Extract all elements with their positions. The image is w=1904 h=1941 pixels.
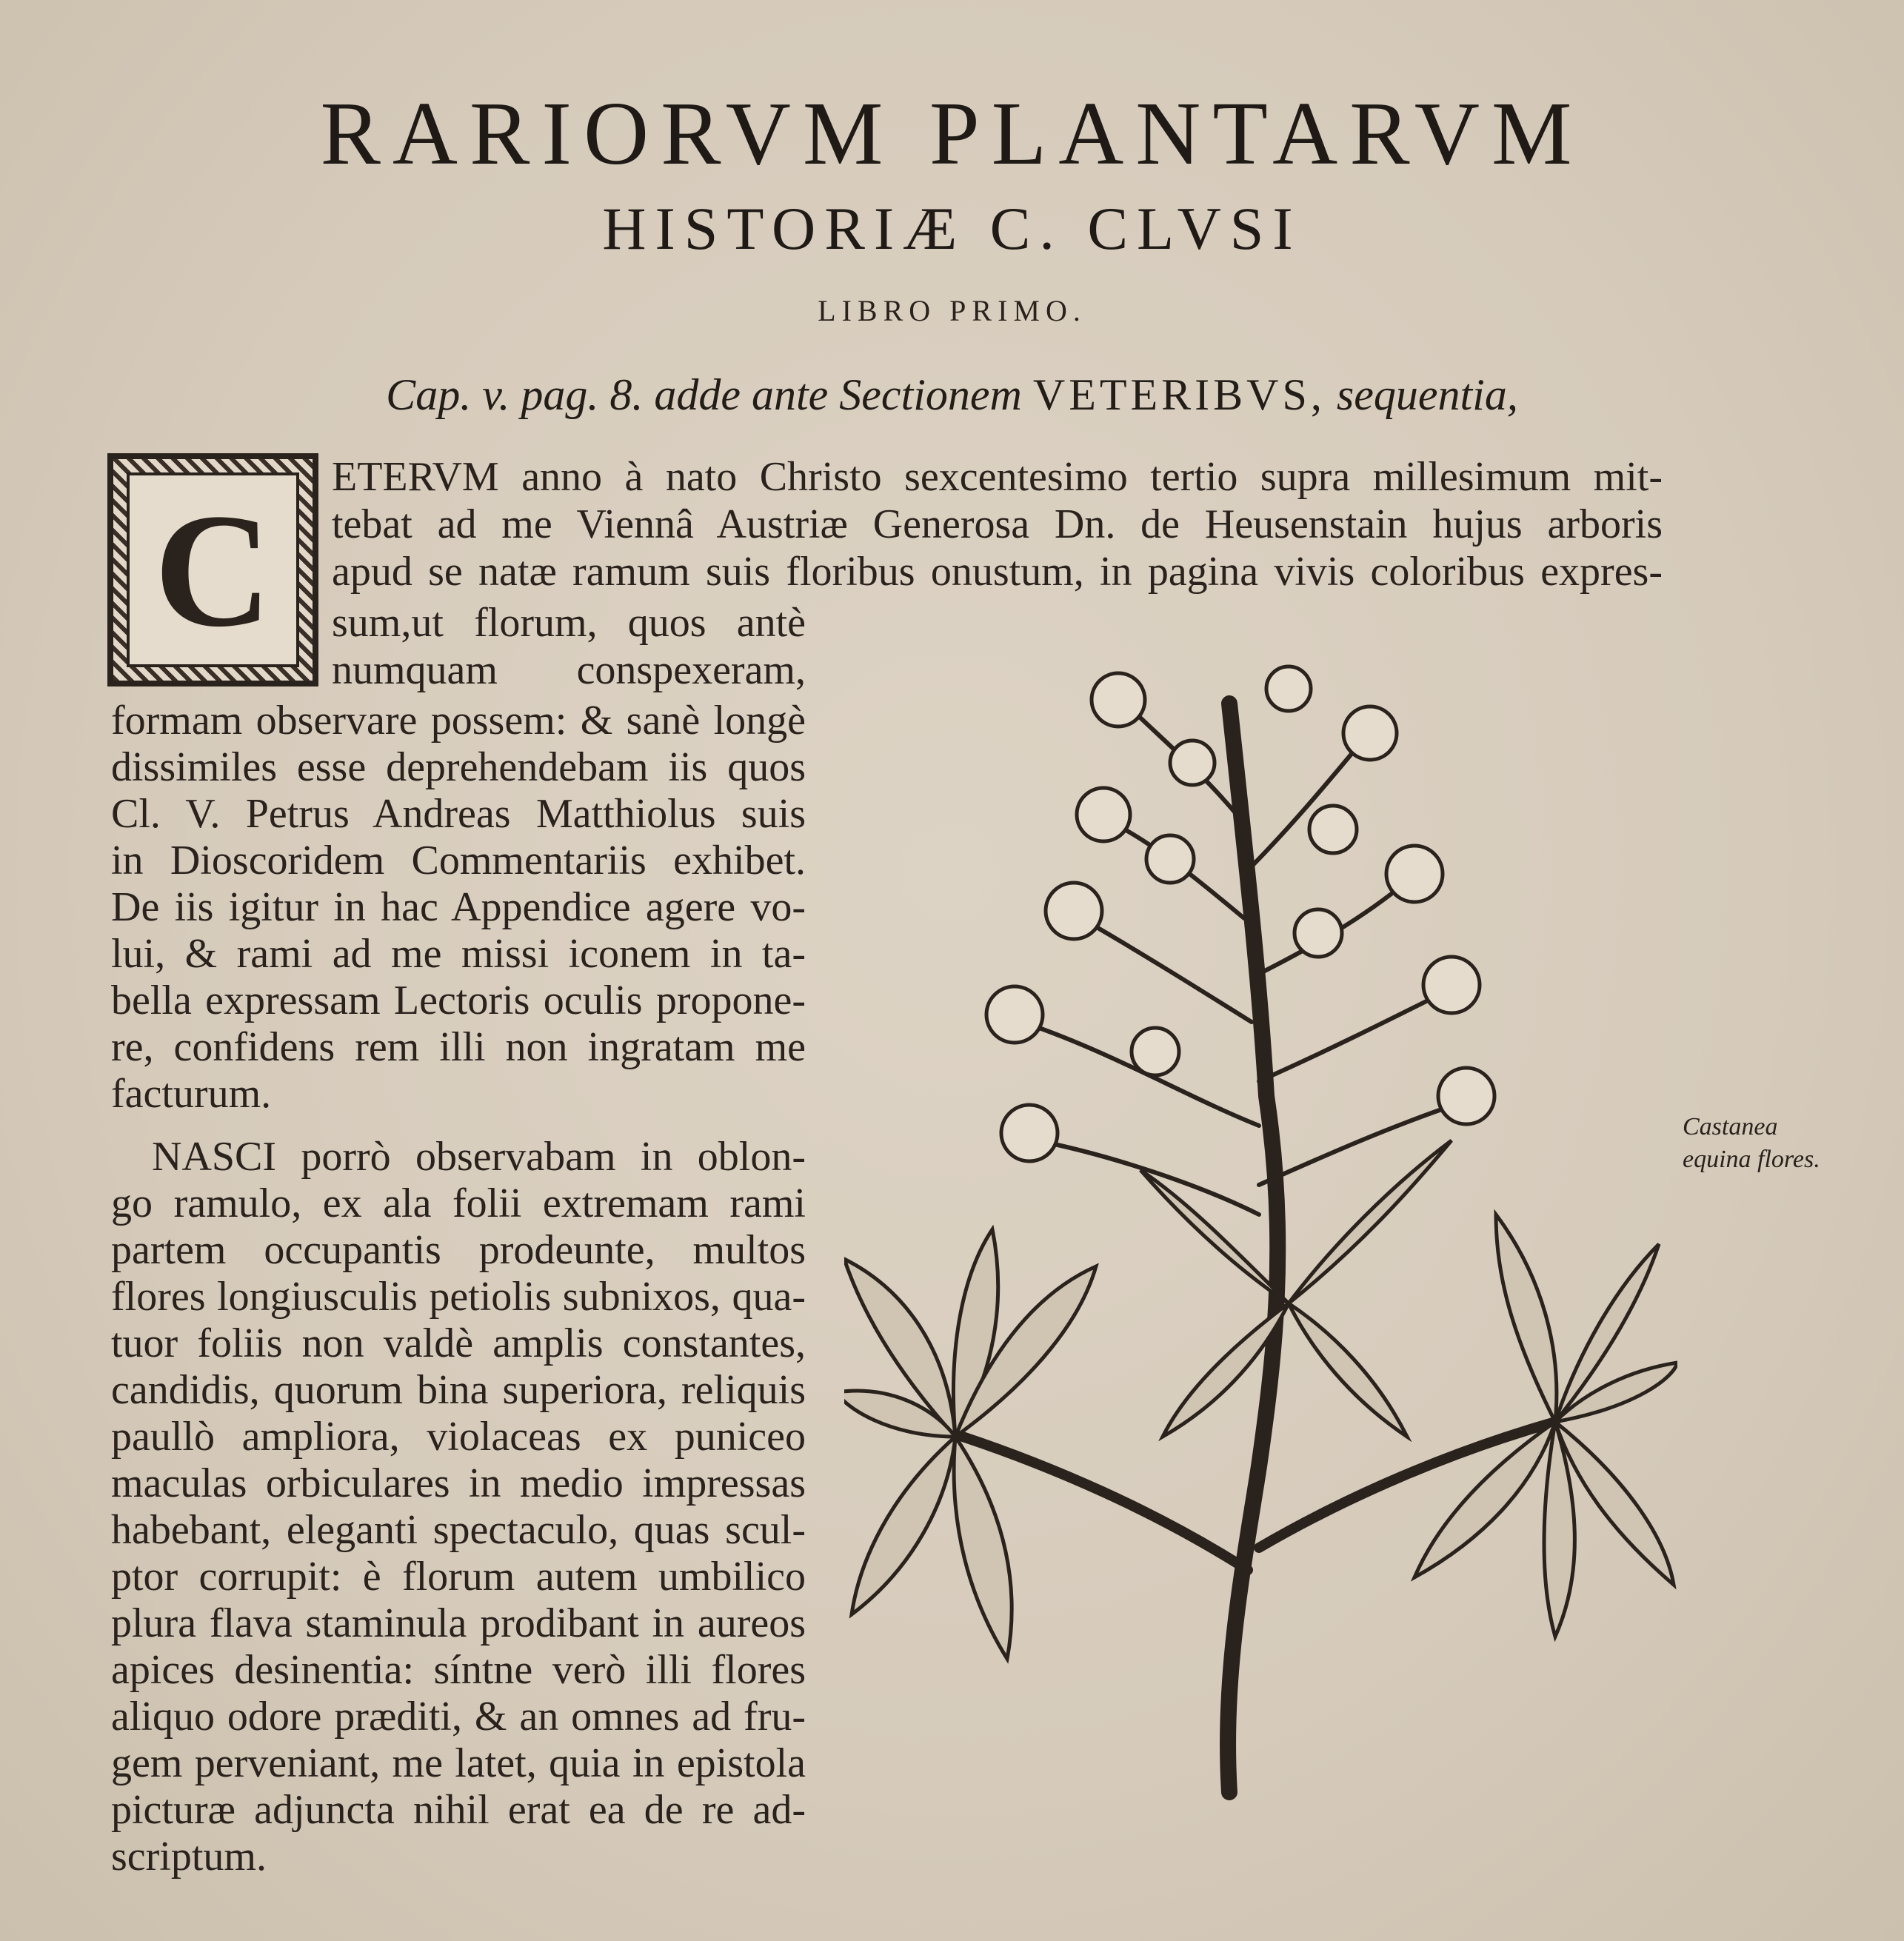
- text-line: De iis igitur in hac Appendice agere vo-: [111, 884, 806, 930]
- text-line: sum,ut florum, quos antè: [332, 600, 806, 646]
- text-line: maculas orbiculares in medio impressas: [111, 1460, 806, 1506]
- text-line: apices desinentia: síntne verò illi flores: [111, 1647, 806, 1693]
- chapter-heading-end: sequentia,: [1325, 370, 1518, 419]
- text-line: aliquo odore præditi, & an omnes ad fru-: [111, 1694, 806, 1740]
- text-line: go ramulo, ex ala folii extremam rami: [111, 1180, 806, 1226]
- text-line: lui, & rami ad me missi iconem in ta-: [111, 931, 806, 977]
- text-line: candidis, quorum bina superiora, reliquis: [111, 1367, 806, 1413]
- margin-note: [1683, 1111, 1860, 1176]
- text-line: bella expressam Lectoris oculis propone-: [111, 978, 806, 1023]
- text-line: tuor foliis non valdè amplis constantes,: [111, 1320, 806, 1366]
- chapter-heading-italic: Cap. v. pag. 8. adde ante Sectionem: [386, 370, 1033, 419]
- text-line: formam observare possem: & sanè longè: [111, 698, 806, 744]
- margin-note-line: equina flores.: [1683, 1146, 1820, 1173]
- page-subtitle: HISTORIÆ C. CLVSI: [602, 195, 1302, 262]
- text-line: partem occupantis prodeunte, multos: [111, 1227, 806, 1273]
- initial-letter: C: [127, 472, 299, 667]
- decorated-initial-icon: [107, 453, 318, 686]
- chapter-heading-caps: VETERIBVS,: [1032, 370, 1326, 419]
- text-line: dissimiles esse deprehendebam iis quos: [111, 744, 806, 790]
- text-line: in Dioscoridem Commentariis exhibet.: [111, 838, 806, 883]
- chapter-heading: [0, 370, 1904, 419]
- text-line: NASCI porrò observabam in oblon-: [152, 1134, 806, 1180]
- text-line: paullò ampliora, violaceas ex puniceo: [111, 1414, 806, 1460]
- text-line: numquam conspexeram,: [332, 647, 806, 693]
- text-line: picturæ adjuncta nihil erat ea de re ad-: [111, 1787, 806, 1833]
- text-line: ptor corrupit: è florum autem umbilico: [111, 1554, 806, 1600]
- text-line: Cl. V. Petrus Andreas Matthiolus suis: [111, 791, 806, 837]
- text-line: habebant, eleganti spectaculo, quas scul-: [111, 1507, 806, 1553]
- text-line: flores longiusculis petiolis subnixos, qua-: [111, 1274, 806, 1320]
- text-line: scriptum.: [111, 1834, 267, 1880]
- horse-chestnut-woodcut-icon: [844, 637, 1677, 1822]
- text-line: re, confidens rem illi non ingratam me: [111, 1024, 806, 1070]
- page-title: RARIORVM PLANTARVM: [320, 84, 1584, 184]
- text-line: gem perveniant, me latet, quia in epistola: [111, 1740, 806, 1786]
- text-line: apud se natæ ramum suis floribus onustum, in pagina vivis coloribus expres-: [332, 549, 1663, 595]
- book-label: LIBRO PRIMO.: [818, 294, 1086, 327]
- margin-note-line: Castanea: [1683, 1113, 1778, 1140]
- text-line: ETERVM anno à nato Christo sexcentesimo tertio supra millesimum mit-: [332, 454, 1663, 500]
- text-line: plura flava staminula prodibant in aureos: [111, 1600, 806, 1646]
- text-line: tebat ad me Viennâ Austriæ Generosa Dn. de Heusenstain hujus arboris: [332, 501, 1663, 547]
- text-line: facturum.: [111, 1071, 272, 1117]
